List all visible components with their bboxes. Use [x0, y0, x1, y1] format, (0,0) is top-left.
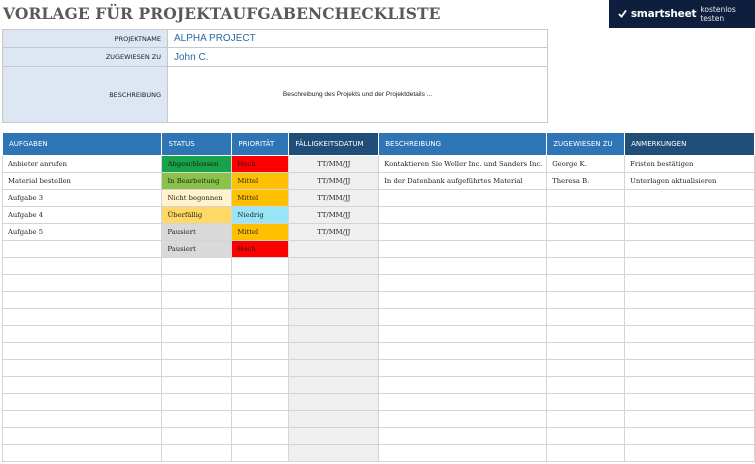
brand-name: smartsheet — [630, 8, 697, 20]
priority-cell[interactable]: Niedrig — [232, 207, 289, 224]
description-cell[interactable] — [379, 258, 547, 275]
task-cell[interactable] — [3, 428, 162, 445]
task-cell[interactable] — [3, 309, 162, 326]
table-row — [3, 224, 755, 241]
column-header-due-date: FÄLLIGKEITSDATUM — [289, 133, 379, 156]
assigned-to-cell[interactable] — [547, 207, 625, 224]
due-date-cell[interactable] — [289, 343, 379, 360]
project-name-field[interactable]: ALPHA PROJECT — [168, 30, 548, 48]
notes-cell[interactable] — [625, 428, 755, 445]
status-cell[interactable]: Abgeschlossen — [162, 156, 232, 173]
description-cell[interactable] — [379, 360, 547, 377]
priority-cell[interactable] — [232, 343, 289, 360]
task-cell[interactable] — [3, 360, 162, 377]
description-cell[interactable]: In der Datenbank aufgeführtes Material — [379, 173, 547, 190]
task-cell[interactable]: Material bestellen — [3, 173, 162, 190]
due-date-cell[interactable] — [289, 411, 379, 428]
table-row — [3, 309, 755, 326]
priority-cell[interactable] — [232, 258, 289, 275]
due-date-cell[interactable]: TT/MM/JJ — [289, 207, 379, 224]
notes-cell[interactable] — [625, 360, 755, 377]
assigned-to-cell[interactable] — [547, 360, 625, 377]
assigned-to-cell[interactable] — [547, 224, 625, 241]
notes-cell[interactable] — [625, 241, 755, 258]
description-cell[interactable]: Kontaktieren Sie Weller Inc. und Sanders Inc. — [379, 156, 547, 173]
notes-cell[interactable] — [625, 445, 755, 462]
status-cell[interactable] — [162, 343, 232, 360]
priority-cell[interactable]: Hoch — [232, 156, 289, 173]
due-date-cell[interactable] — [289, 445, 379, 462]
assigned-to-cell[interactable] — [547, 445, 625, 462]
header-row — [3, 133, 755, 156]
table-row — [3, 377, 755, 394]
due-date-cell[interactable]: TT/MM/JJ — [289, 156, 379, 173]
project-name-label: PROJEKTNAME — [3, 30, 168, 48]
due-date-cell[interactable]: TT/MM/JJ — [289, 224, 379, 241]
priority-cell[interactable] — [232, 326, 289, 343]
column-header-description: BESCHREIBUNG — [379, 133, 547, 156]
column-header-notes: ANMERKUNGEN — [625, 133, 755, 156]
task-cell[interactable]: Aufgabe 5 — [3, 224, 162, 241]
table-row — [3, 445, 755, 462]
due-date-cell[interactable]: TT/MM/JJ — [289, 190, 379, 207]
status-cell[interactable] — [162, 428, 232, 445]
table-row — [3, 343, 755, 360]
task-cell[interactable] — [3, 292, 162, 309]
column-header-priority: PRIORITÄT — [232, 133, 289, 156]
assigned-to-cell[interactable] — [547, 343, 625, 360]
project-info-table — [2, 29, 548, 123]
description-cell[interactable] — [379, 394, 547, 411]
task-cell[interactable] — [3, 394, 162, 411]
priority-cell[interactable] — [232, 428, 289, 445]
table-row — [3, 292, 755, 309]
assigned-to-cell[interactable] — [547, 309, 625, 326]
description-cell[interactable] — [379, 309, 547, 326]
assigned-to-cell[interactable]: Theresa B. — [547, 173, 625, 190]
status-cell[interactable]: Nicht begonnen — [162, 190, 232, 207]
task-cell[interactable] — [3, 326, 162, 343]
assigned-to-label: ZUGEWIESEN ZU — [3, 48, 168, 67]
notes-cell[interactable] — [625, 292, 755, 309]
column-header-tasks: AUFGABEN — [3, 133, 162, 156]
priority-cell[interactable] — [232, 309, 289, 326]
priority-cell[interactable] — [232, 377, 289, 394]
task-cell[interactable] — [3, 411, 162, 428]
assigned-to-cell[interactable] — [547, 275, 625, 292]
description-cell[interactable] — [379, 224, 547, 241]
due-date-cell[interactable] — [289, 258, 379, 275]
task-cell[interactable]: Anbieter anrufen — [3, 156, 162, 173]
description-cell[interactable] — [379, 428, 547, 445]
task-cell[interactable] — [3, 343, 162, 360]
due-date-cell[interactable] — [289, 326, 379, 343]
description-cell[interactable] — [379, 326, 547, 343]
assigned-to-cell[interactable] — [547, 241, 625, 258]
notes-cell[interactable]: Unterlagen aktualisieren — [625, 173, 755, 190]
priority-cell[interactable] — [232, 394, 289, 411]
table-row — [3, 428, 755, 445]
task-cell[interactable] — [3, 275, 162, 292]
notes-cell[interactable] — [625, 190, 755, 207]
task-cell[interactable] — [3, 445, 162, 462]
due-date-cell[interactable] — [289, 394, 379, 411]
table-row — [3, 360, 755, 377]
status-cell[interactable]: Pausiert — [162, 241, 232, 258]
priority-cell[interactable]: Mittel — [232, 173, 289, 190]
description-cell[interactable] — [379, 241, 547, 258]
description-cell[interactable] — [379, 445, 547, 462]
due-date-cell[interactable] — [289, 309, 379, 326]
table-row — [3, 275, 755, 292]
smartsheet-logo-icon — [618, 9, 627, 19]
column-header-status: STATUS — [162, 133, 232, 156]
task-cell[interactable]: Aufgabe 3 — [3, 190, 162, 207]
notes-cell[interactable] — [625, 343, 755, 360]
due-date-cell[interactable] — [289, 292, 379, 309]
due-date-cell[interactable] — [289, 428, 379, 445]
notes-cell[interactable] — [625, 411, 755, 428]
status-cell[interactable] — [162, 394, 232, 411]
due-date-cell[interactable] — [289, 241, 379, 258]
status-cell[interactable] — [162, 360, 232, 377]
description-label: BESCHREIBUNG — [3, 67, 168, 123]
status-cell[interactable] — [162, 292, 232, 309]
assigned-to-cell[interactable] — [547, 258, 625, 275]
table-row — [3, 207, 755, 224]
assigned-to-cell[interactable] — [547, 428, 625, 445]
due-date-cell[interactable] — [289, 275, 379, 292]
assigned-to-cell[interactable] — [547, 411, 625, 428]
priority-cell[interactable] — [232, 411, 289, 428]
status-cell[interactable] — [162, 275, 232, 292]
assigned-to-field[interactable]: John C. — [168, 48, 548, 67]
status-cell[interactable] — [162, 445, 232, 462]
assigned-to-cell[interactable]: George K. — [547, 156, 625, 173]
priority-cell[interactable] — [232, 445, 289, 462]
status-cell[interactable] — [162, 377, 232, 394]
description-cell[interactable] — [379, 207, 547, 224]
status-cell[interactable]: Überfällig — [162, 207, 232, 224]
task-table — [2, 133, 755, 462]
notes-cell[interactable]: Fristen bestätigen — [625, 156, 755, 173]
assigned-to-cell[interactable] — [547, 377, 625, 394]
notes-cell[interactable] — [625, 258, 755, 275]
task-cell[interactable] — [3, 377, 162, 394]
notes-cell[interactable] — [625, 224, 755, 241]
status-cell[interactable] — [162, 411, 232, 428]
description-cell[interactable] — [379, 377, 547, 394]
notes-cell[interactable] — [625, 207, 755, 224]
priority-cell[interactable]: Mittel — [232, 224, 289, 241]
table-row — [3, 258, 755, 275]
description-cell[interactable] — [379, 343, 547, 360]
table-row — [3, 241, 755, 258]
task-cell[interactable] — [3, 241, 162, 258]
notes-cell[interactable] — [625, 394, 755, 411]
column-header-assigned-to: ZUGEWIESEN ZU — [547, 133, 625, 156]
status-cell[interactable] — [162, 309, 232, 326]
due-date-cell[interactable]: TT/MM/JJ — [289, 173, 379, 190]
table-row — [3, 173, 755, 190]
notes-cell[interactable] — [625, 309, 755, 326]
trial-cta: kostenlos testen — [700, 5, 736, 23]
priority-cell[interactable] — [232, 275, 289, 292]
notes-cell[interactable] — [625, 377, 755, 394]
task-cell[interactable] — [3, 258, 162, 275]
description-field[interactable]: Beschreibung des Projekts und der Projektdetails ... — [168, 67, 548, 123]
priority-cell[interactable] — [232, 360, 289, 377]
page-title: VORLAGE FÜR PROJEKTAUFGABENCHECKLISTE — [3, 4, 441, 23]
assigned-to-cell[interactable] — [547, 292, 625, 309]
table-row — [3, 394, 755, 411]
notes-cell[interactable] — [625, 275, 755, 292]
task-cell[interactable]: Aufgabe 4 — [3, 207, 162, 224]
assigned-to-cell[interactable] — [547, 394, 625, 411]
description-cell[interactable] — [379, 275, 547, 292]
table-row — [3, 156, 755, 173]
priority-cell[interactable] — [232, 292, 289, 309]
description-cell[interactable] — [379, 190, 547, 207]
description-cell[interactable] — [379, 292, 547, 309]
description-cell[interactable] — [379, 411, 547, 428]
smartsheet-trial-banner[interactable] — [609, 0, 755, 28]
table-row — [3, 411, 755, 428]
table-row — [3, 190, 755, 207]
priority-cell[interactable]: Hoch — [232, 241, 289, 258]
table-row — [3, 326, 755, 343]
notes-cell[interactable] — [625, 326, 755, 343]
status-cell[interactable]: In Bearbeitung — [162, 173, 232, 190]
due-date-cell[interactable] — [289, 377, 379, 394]
due-date-cell[interactable] — [289, 360, 379, 377]
status-cell[interactable]: Pausiert — [162, 224, 232, 241]
priority-cell[interactable]: Mittel — [232, 190, 289, 207]
assigned-to-cell[interactable] — [547, 190, 625, 207]
assigned-to-cell[interactable] — [547, 326, 625, 343]
status-cell[interactable] — [162, 326, 232, 343]
status-cell[interactable] — [162, 258, 232, 275]
